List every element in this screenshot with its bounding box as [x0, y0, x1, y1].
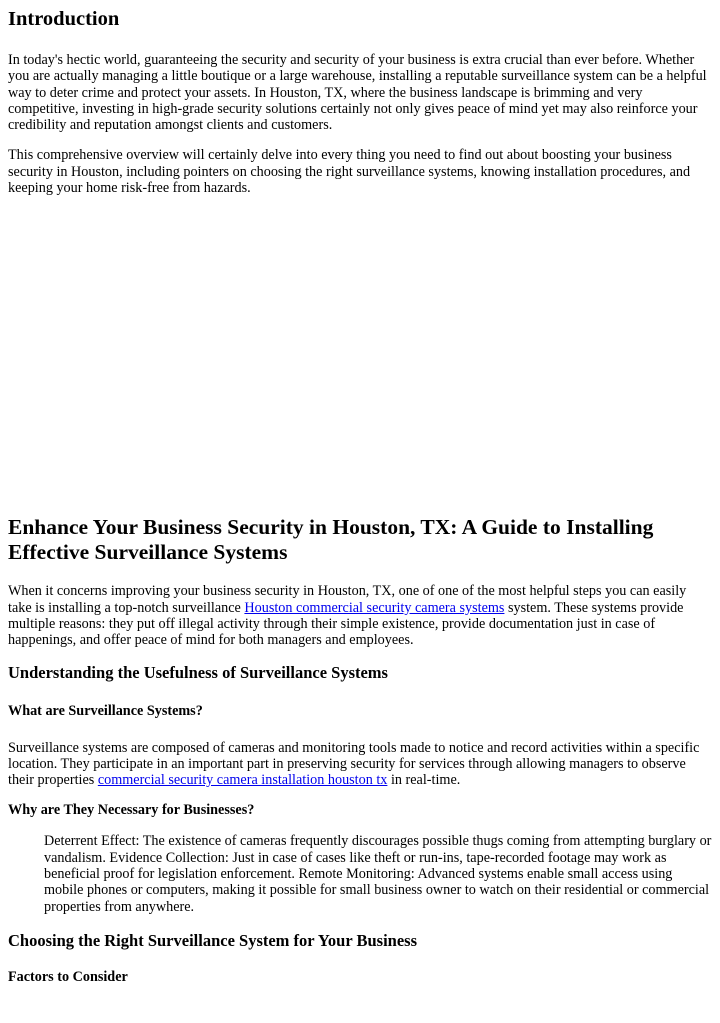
camera-installation-link[interactable]: commercial security camera installation houston tx: [97, 772, 388, 789]
houston-camera-systems-link[interactable]: Houston commercial security camera systems: [244, 599, 505, 616]
article-title: Enhance Your Business Security in Houston, TX: A Guide to Installing Effective Surveillance Systems: [8, 515, 654, 565]
why-necessary-quote: Deterrent Effect: The existence of cameras frequently discourages possible thugs coming from attempting burglary or vandalism. Evidence Collection: Just in case of cases like theft or run-ins, tape-recorded footage may work as beneficial proof for legislation enforcement. Remote Monitoring: Advanced systems enable small access using mobile phones or computers, making it possible for small business owner to watch on their residential or commercial properties from anywhere.: [44, 833, 712, 915]
section-choosing-title: Choosing the Right Surveillance System for Your Business: [8, 930, 418, 950]
intro-paragraph-1: In today's hectic world, guaranteeing the security and security of your business is extra crucial than ever before. Whether you are actually managing a little boutique or a large warehouse, installing a reputable surveillance system can be a helpful way to deter crime and protect your assets. In Houston, TX, where the business landscape is brimming and very competitive, investing in high-grade security solutions certainly not only gives peace of mind yet may also reinforce your credibility and reputation amongst clients and customers.: [8, 52, 707, 134]
what-are-systems-paragraph: [8, 740, 712, 789]
why-necessary-title: Why are They Necessary for Businesses?: [8, 802, 255, 819]
article-paragraph-1: [8, 583, 712, 648]
intro-paragraph-2: This comprehensive overview will certainly delve into every thing you need to find out about boosting your business security in Houston, including pointers on choosing the right surveillance systems, knowing installation procedures, and keeping your home risk-free from hazards.: [8, 147, 691, 197]
factors-title: Factors to Consider: [8, 968, 128, 985]
section-usefulness-title: Understanding the Usefulness of Surveillance Systems: [8, 662, 388, 682]
blank-space: [8, 210, 712, 515]
intro-heading: Introduction: [8, 8, 120, 30]
article-paragraph-1-text-a: When it concerns improving your business security in Houston, TX, one of one of the most helpful steps you can easily take is installing a top-notch surveillance: [8, 583, 687, 616]
article-paragraph-1-text-b: system. These systems provide multiple reasons: they put off illegal activity through their simple existence, provide documentation just in case of happenings, and offer peace of mind for both managers and employees.: [8, 599, 684, 649]
what-are-systems-text-a: Surveillance systems are composed of cameras and monitoring tools made to notice and record activities within a specific location. They participate in an important part in preserving security for services through allowing managers to observe their properties: [8, 739, 700, 789]
what-are-systems-text-b: in real-time.: [387, 772, 461, 789]
what-are-systems-title: What are Surveillance Systems?: [8, 702, 203, 719]
page-content: [0, 6, 720, 986]
